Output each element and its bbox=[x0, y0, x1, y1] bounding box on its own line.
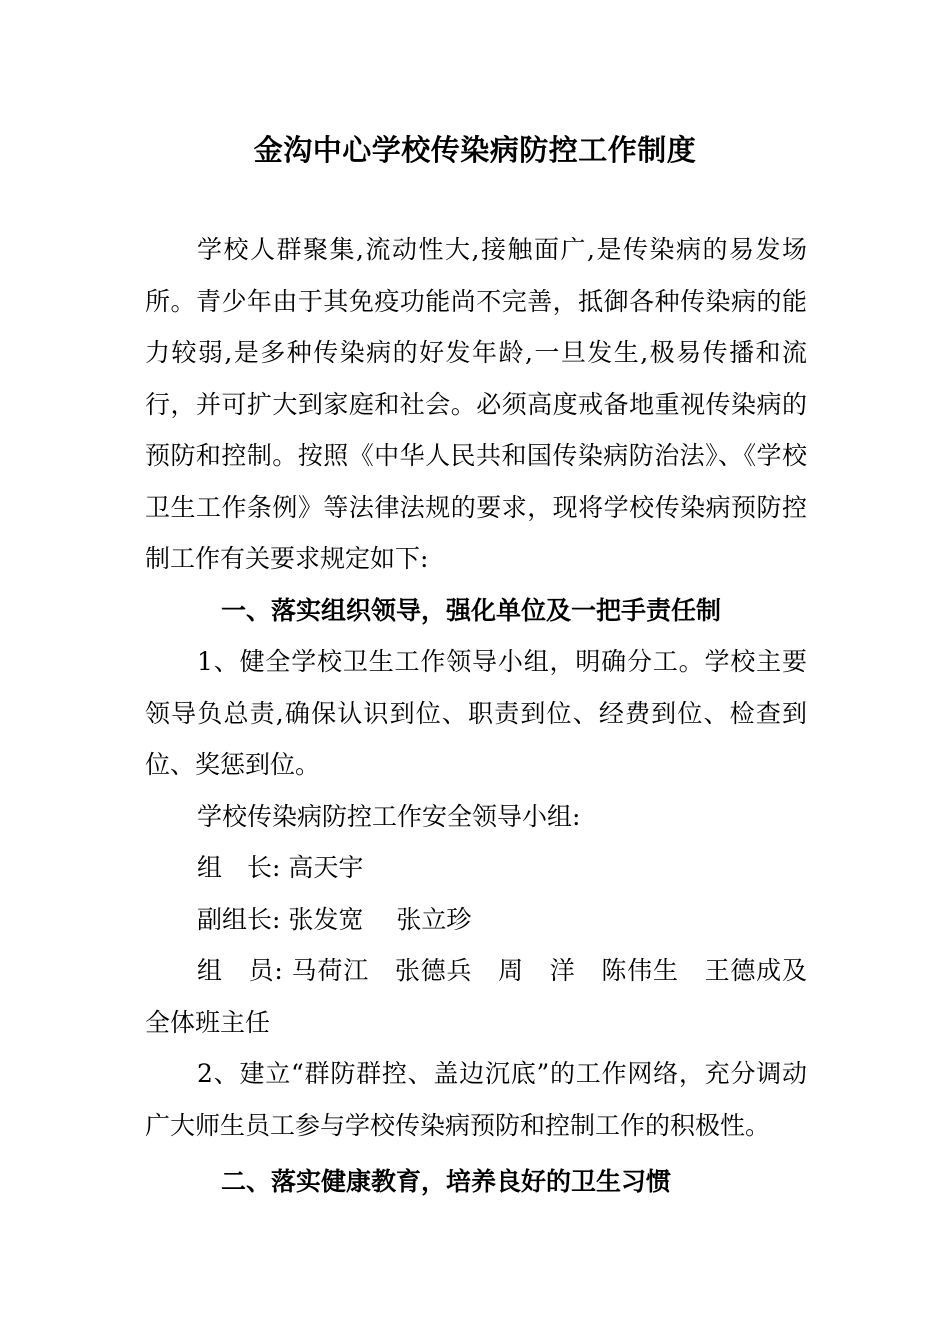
section1-item-2: 2、建立“群防群控、盖边沉底”的工作网络，充分调动广大师生员工参与学校传染病预防和控制工作的积极性。 bbox=[145, 1059, 807, 1140]
document-body bbox=[145, 224, 807, 1208]
section-heading-1: 一、落实组织领导，强化单位及一把手责任制 bbox=[221, 595, 722, 625]
intro-paragraph: 学校人群聚集,流动性大,接触面广,是传染病的易发场所。青少年由于其免疫功能尚不完善，抵御各种传染病的能力较弱,是多种传染病的好发年龄,一旦发生,极易传播和流行，并可扩大到家庭和社会。必须高度戒备地重视传染病的预防和控制。按照《中华人民共和国传染病防治法》、《学校卫生工作条例》等法律法规的要求，现将学校传染病预防控制工作有关要求规定如下: bbox=[145, 235, 807, 573]
group-members-line: 组 员: 马荷江 张德兵 周 洋 陈伟生 王德成及全体班主任 bbox=[145, 956, 807, 1037]
section-heading-2: 二、落实健康教育，培养良好的卫生习惯 bbox=[221, 1167, 672, 1196]
document-title: 金沟中心学校传染病防控工作制度 bbox=[253, 133, 697, 167]
section1-item-1: 1、健全学校卫生工作领导小组，明确分工。学校主要领导负总责,确保认识到位、职责到位、经费到位、检查到位、奖惩到位。 bbox=[145, 647, 807, 779]
group-leader-line: 组 长: 高天宇 bbox=[197, 853, 364, 882]
group-deputy-line: 副组长: 张发宽 张立珍 bbox=[197, 904, 472, 934]
leadership-group-title: 学校传染病防控工作安全领导小组: bbox=[197, 801, 581, 831]
